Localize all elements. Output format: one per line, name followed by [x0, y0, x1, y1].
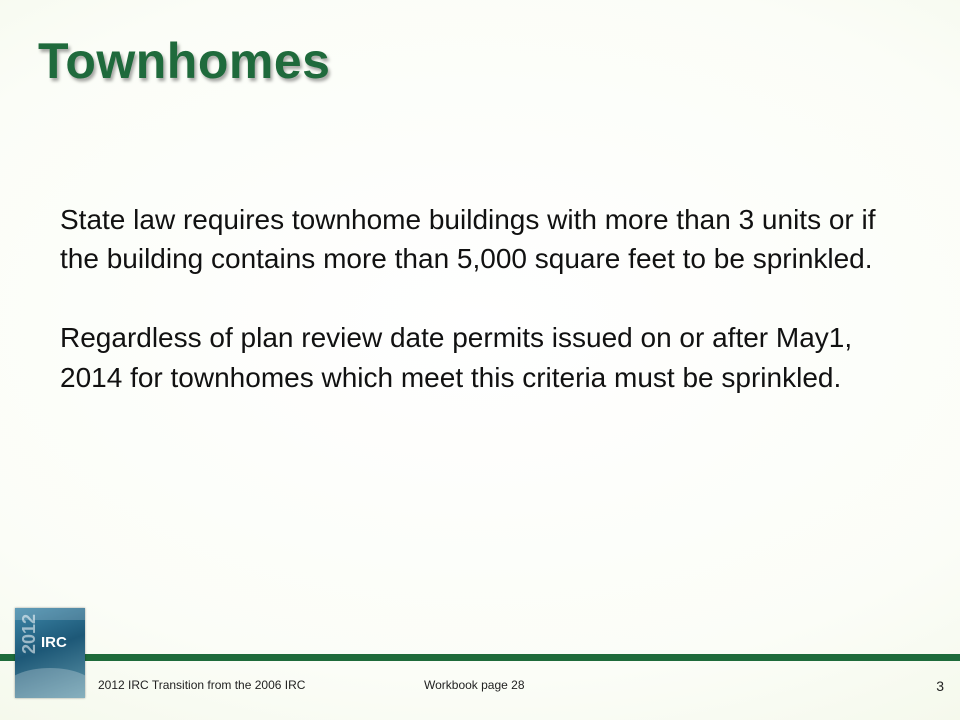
page-number: 3	[936, 678, 944, 694]
footer-divider	[0, 654, 960, 661]
footer-source-text: 2012 IRC Transition from the 2006 IRC	[98, 678, 306, 692]
cover-title: IRC	[41, 634, 67, 651]
irc-book-cover-image	[15, 608, 85, 698]
footer-workbook-reference: Workbook page 28	[424, 678, 525, 692]
slide-body	[60, 200, 900, 397]
body-paragraph: Regardless of plan review date permits issued on or after May1, 2014 for townhomes which meet this criteria must be sprinkled.	[60, 322, 853, 393]
body-paragraph: State law requires townhome buildings with more than 3 units or if the building contains more than 5,000 square feet to be sprinkled.	[60, 204, 876, 275]
cover-wave	[15, 668, 85, 698]
cover-year: 2012	[19, 613, 39, 654]
slide-title: Townhomes	[38, 33, 331, 89]
